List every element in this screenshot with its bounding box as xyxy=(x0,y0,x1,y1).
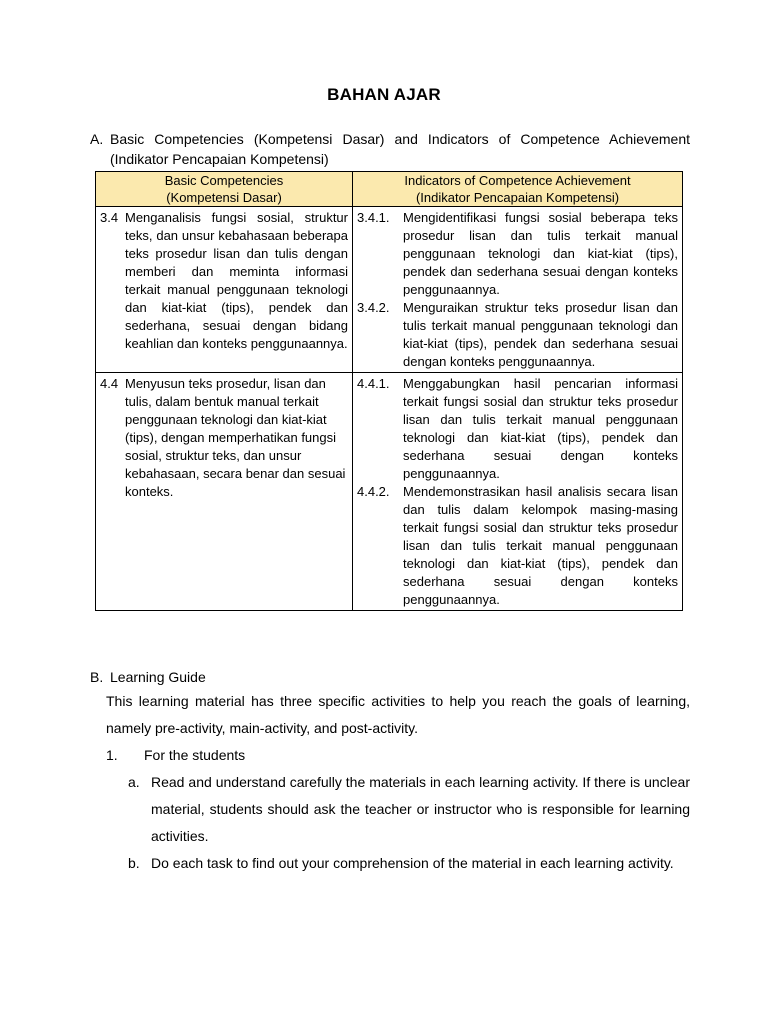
indicator-text: Menguraikan struktur teks prosedur lisan dan tulis terkait manual penggunaan teknologi dan kiat-kiat (tips), pendek dan sederhana sesuai dengan konteks penggunaannya. xyxy=(403,300,678,369)
kd-number: 4.4 xyxy=(100,376,119,391)
indicator-text: Mengidentifikasi fungsi sosial beberapa teks prosedur lisan dan tulis terkait manual penggunaan teknologi dan kiat-kiat (tips), pendek dan sederhana sesuai dengan konteks penggunaannya. xyxy=(403,210,678,297)
sub-list-item xyxy=(128,769,690,850)
indicator-text: Mendemonstrasikan hasil analisis secara lisan dan tulis dalam kelompok masing-masing terkait fungsi sosial dan struktur teks prosedur lisan dan tulis terkait manual penggunaan teknologi dan kiat-kiat (tips), pendek dan sederhana sesuai dengan konteks penggunaannya. xyxy=(403,484,678,607)
kd-cell xyxy=(96,207,353,373)
indicator-cell xyxy=(353,373,683,611)
list-label: For the students xyxy=(144,747,246,763)
section-a-marker: A. xyxy=(90,131,104,147)
list-item xyxy=(106,742,690,769)
header-line: Indicators of Competence Achievement xyxy=(404,173,631,188)
learning-guide-paragraph: This learning material has three specific activities to help you reach the goals of learning, namely pre-activity, main-activity, and post-activity. xyxy=(106,693,690,736)
section-b xyxy=(90,667,690,877)
sub-list-item xyxy=(128,850,690,877)
sub-list-text: Read and understand carefully the materials in each learning activity. If there is unclear material, students should ask the teacher or instructor who is responsible for learning activities. xyxy=(151,774,690,844)
indicator-number: 3.4.2. xyxy=(357,300,390,315)
header-basic-competencies xyxy=(96,172,353,207)
header-indicators xyxy=(353,172,683,207)
section-a xyxy=(90,129,690,169)
kd-number: 3.4 xyxy=(100,210,119,225)
indicator-number: 3.4.1. xyxy=(357,210,390,225)
list-number: 1. xyxy=(106,747,118,763)
sub-list-text: Do each task to find out your comprehension of the material in each learning activity. xyxy=(151,855,674,871)
header-line: (Indikator Pencapaian Kompetensi) xyxy=(415,190,620,205)
sub-list-letter: b. xyxy=(128,855,140,871)
section-b-title: Learning Guide xyxy=(110,669,206,685)
kd-cell xyxy=(96,373,353,611)
page-title: BAHAN AJAR xyxy=(327,85,441,104)
table-row xyxy=(96,373,683,611)
indicator-number: 4.4.1. xyxy=(357,376,390,391)
section-b-marker: B. xyxy=(90,669,104,685)
indicator-cell xyxy=(353,207,683,373)
table-header-row xyxy=(96,172,683,207)
section-a-heading: Basic Competencies (Kompetensi Dasar) and Indicators of Competence Achievement (Indikator Pencapaian Kompetensi) xyxy=(110,131,690,167)
competency-table xyxy=(95,171,683,611)
kd-text: Menganalisis fungsi sosial, struktur teks, dan unsur kebahasaan beberapa teks prosedur lisan dan tulis dengan memberi dan meminta informasi terkait manual penggunaan teknologi dan kiat-kiat (tips), pendek dan sederhana, sesuai dengan bidang keahlian dan konteks penggunaannya. xyxy=(125,210,348,351)
section-b-heading xyxy=(90,667,690,687)
table-row xyxy=(96,207,683,373)
sub-list-letter: a. xyxy=(128,774,140,790)
indicator-text: Menggabungkan hasil pencarian informasi terkait fungsi sosial dan struktur teks prosedur lisan dan tulis terkait manual penggunaan teknologi dan kiat-kiat (tips), pendek dan sederhana sesuai dengan konteks penggunaannya. xyxy=(403,376,678,481)
header-line: (Kompetensi Dasar) xyxy=(166,190,282,205)
indicator-number: 4.4.2. xyxy=(357,484,390,499)
kd-text: Menyusun teks prosedur, lisan dan tulis, dalam bentuk manual terkait penggunaan teknologi dan kiat-kiat (tips), dengan memperhatikan fungsi sosial, struktur teks, dan unsur kebahasaan, secara benar dan sesuai konteks. xyxy=(125,376,346,499)
header-line: Basic Competencies xyxy=(164,173,284,188)
